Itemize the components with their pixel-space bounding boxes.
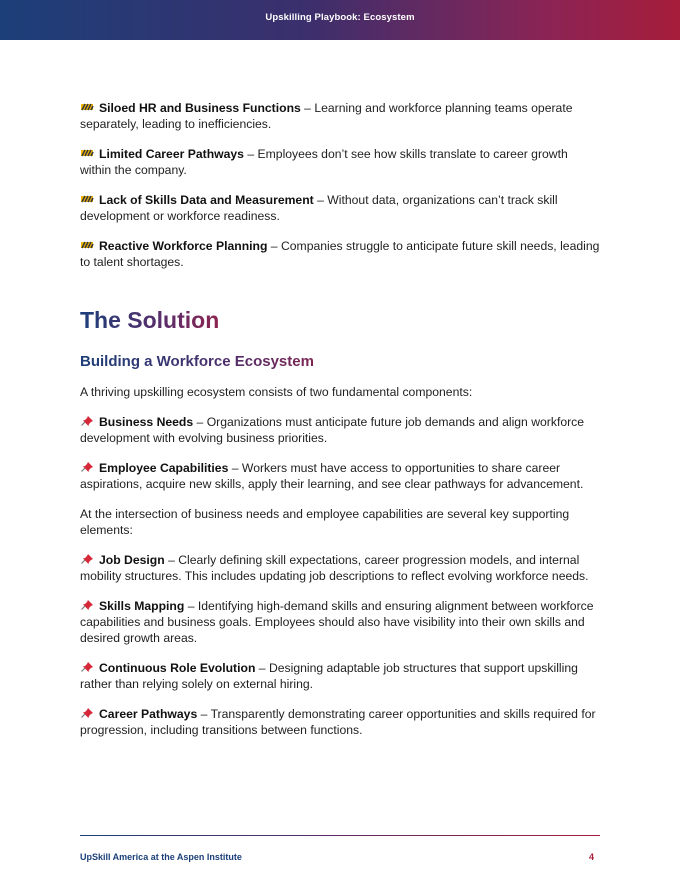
intro-paragraph: A thriving upskilling ecosystem consists of two fundamental components:: [80, 385, 473, 399]
list-item: [80, 146, 600, 178]
element-label: Job Design: [99, 553, 165, 567]
list-item: [80, 552, 600, 584]
challenge-label: Reactive Workforce Planning: [99, 239, 268, 253]
element-label: Continuous Role Evolution: [99, 661, 256, 675]
element-text: – Clearly defining skill expectations, career progression models, and internal mobility structures. This includes updating job descriptions to reflect evolving workforce needs.: [80, 553, 589, 583]
pushpin-icon: [80, 553, 94, 565]
header-title: Upskilling Playbook: Ecosystem: [265, 12, 415, 23]
hazard-stripes-icon: [80, 239, 94, 251]
list-item: [80, 598, 600, 646]
components-list: [80, 414, 600, 492]
intersection-paragraph: At the intersection of business needs and employee capabilities are several key supporting elements:: [80, 507, 570, 537]
pushpin-icon: [80, 599, 94, 611]
element-text: – Designing adaptable job structures that support upskilling rather than relying solely on external hiring.: [80, 661, 578, 691]
section-title: The Solution: [80, 307, 220, 333]
challenge-text: – Without data, organizations can’t track skill development or workforce readiness.: [80, 193, 558, 223]
pushpin-icon: [80, 415, 94, 427]
hazard-stripes-icon: [80, 193, 94, 205]
pushpin-icon: [80, 707, 94, 719]
list-item: [80, 414, 600, 446]
component-text: – Organizations must anticipate future job demands and align workforce development with evolving business priorities.: [80, 415, 585, 445]
footer-divider: [80, 835, 600, 836]
list-item: [80, 192, 600, 224]
challenge-label: Lack of Skills Data and Measurement: [99, 193, 314, 207]
challenge-text: – Employees don’t see how skills translate to career growth within the company.: [80, 147, 568, 177]
component-label: Business Needs: [99, 415, 194, 429]
element-text: – Transparently demonstrating career opportunities and skills required for progression, including transitions between functions.: [80, 707, 596, 737]
element-label: Skills Mapping: [99, 599, 185, 613]
list-item: [80, 460, 600, 492]
list-item: [80, 238, 600, 270]
section-subtitle: Building a Workforce Ecosystem: [80, 353, 314, 370]
challenge-label: Limited Career Pathways: [99, 147, 244, 161]
hazard-stripes-icon: [80, 101, 94, 113]
list-item: [80, 660, 600, 692]
list-item: [80, 706, 600, 738]
hazard-stripes-icon: [80, 147, 94, 159]
challenges-list: [80, 100, 600, 270]
pushpin-icon: [80, 661, 94, 673]
challenge-text: – Companies struggle to anticipate future skill needs, leading to talent shortages.: [80, 239, 600, 269]
element-text: – Identifying high-demand skills and ensuring alignment between workforce capabilities and business goals. Employees should also have visibility into their own skills and desired growth areas.: [80, 599, 594, 645]
challenge-text: – Learning and workforce planning teams operate separately, leading to inefficiencies.: [80, 101, 573, 131]
header-bar: [0, 0, 680, 40]
list-item: [80, 100, 600, 132]
footer-org: UpSkill America at the Aspen Institute: [80, 852, 242, 862]
page-number: 4: [589, 852, 595, 862]
page-content: [80, 100, 600, 738]
component-text: – Workers must have access to opportunities to share career aspirations, acquire new skills, apply their learning, and see clear pathways for advancement.: [80, 461, 584, 491]
component-label: Employee Capabilities: [99, 461, 229, 475]
element-label: Career Pathways: [99, 707, 198, 721]
pushpin-icon: [80, 461, 94, 473]
elements-list: [80, 552, 600, 738]
challenge-label: Siloed HR and Business Functions: [99, 101, 301, 115]
